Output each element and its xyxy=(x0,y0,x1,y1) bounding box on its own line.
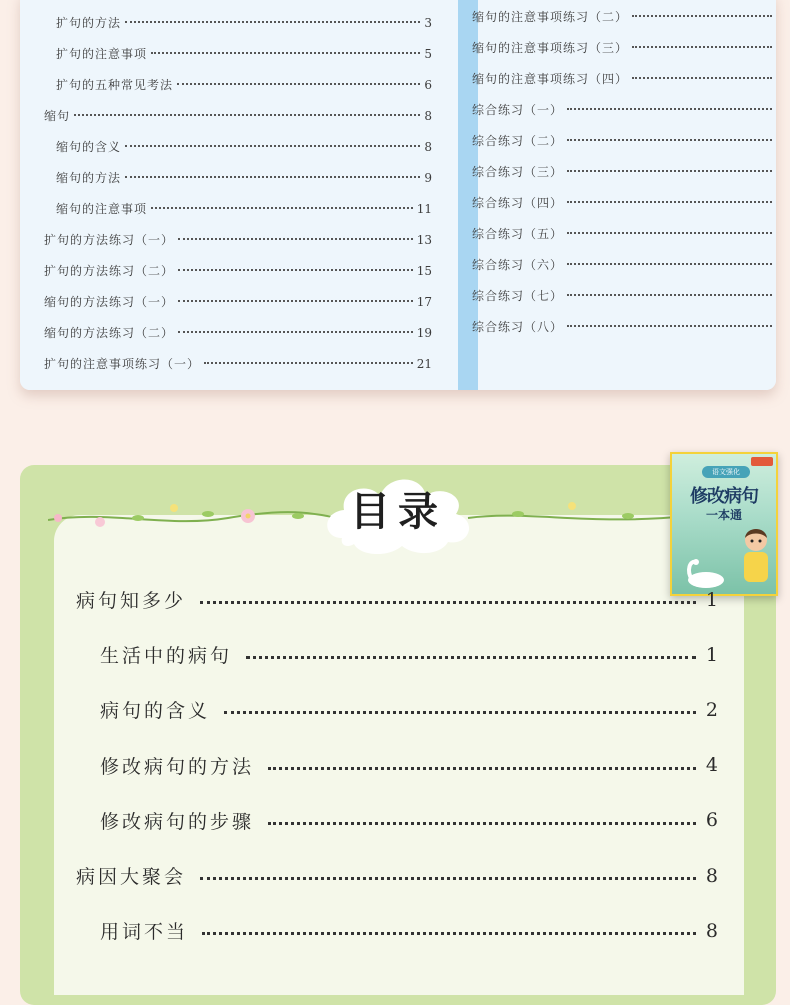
leader-dots xyxy=(567,294,772,296)
leader-dots xyxy=(567,325,772,327)
prev-toc-entry xyxy=(44,262,432,279)
toc-entry-page: 1 xyxy=(705,588,718,611)
prev-toc-entry-label: 综合练习（二） xyxy=(472,134,564,148)
prev-toc-entry-label: 综合练习（四） xyxy=(472,196,564,210)
prev-toc-entry xyxy=(472,163,776,180)
book-title: 修改病句 xyxy=(690,486,758,507)
prev-toc-entry xyxy=(472,39,776,56)
prev-toc-entry-label: 缩句的注意事项练习（二） xyxy=(472,10,629,24)
leader-dots xyxy=(200,601,696,604)
toc-entry-page: 4 xyxy=(705,754,718,777)
toc-entry[interactable] xyxy=(100,917,718,944)
toc-entry-label: 修改病句的步骤 xyxy=(100,810,255,833)
prev-toc-entry-label: 扩句的五种常见考法 xyxy=(56,78,174,92)
prev-toc-entry-page: 8 xyxy=(424,109,432,123)
prev-toc-entry xyxy=(472,318,776,335)
prev-toc-entry-page: 3 xyxy=(424,16,432,30)
toc-entry-label: 病句知多少 xyxy=(76,590,187,612)
toc-entry-page: 1 xyxy=(705,643,718,666)
prev-toc-entry xyxy=(472,101,776,118)
prev-toc-entry-page: 9 xyxy=(424,171,432,185)
leader-dots xyxy=(567,232,772,234)
toc-entry-label: 病句的含义 xyxy=(100,700,211,723)
book-cover xyxy=(670,452,778,596)
prev-toc-entry-label: 综合练习（三） xyxy=(472,165,564,179)
leader-dots xyxy=(74,114,420,116)
leader-dots xyxy=(567,170,772,172)
prev-toc-entry xyxy=(56,169,432,186)
leader-dots xyxy=(125,21,420,23)
prev-toc-entry xyxy=(472,287,776,304)
swan-illustration xyxy=(680,554,730,590)
prev-toc-entry-label: 综合练习（六） xyxy=(472,258,564,272)
prev-toc-entry-label: 综合练习（一） xyxy=(472,103,564,117)
prev-toc-entry-page: 17 xyxy=(416,295,432,309)
toc-entry[interactable] xyxy=(100,752,718,779)
prev-toc-entry xyxy=(472,225,776,242)
prev-toc-entry xyxy=(44,293,432,310)
prev-toc-entry xyxy=(56,76,432,93)
toc-entry-label: 用词不当 xyxy=(100,921,189,944)
leader-dots xyxy=(224,711,696,714)
leader-dots xyxy=(204,362,413,364)
prev-toc-entry-page: 5 xyxy=(424,47,432,61)
prev-toc-entry xyxy=(44,231,432,248)
leader-dots xyxy=(567,108,772,110)
prev-toc-entry xyxy=(472,256,776,273)
toc-entry[interactable] xyxy=(100,696,718,723)
prev-toc-entry-label: 综合练习（五） xyxy=(472,227,564,241)
prev-toc-entry-page: 6 xyxy=(424,78,432,92)
toc-entry-label: 修改病句的方法 xyxy=(100,755,255,778)
prev-toc-entry-page: 21 xyxy=(416,357,432,371)
leader-dots xyxy=(567,139,772,141)
prev-toc-entry xyxy=(472,8,776,25)
prev-toc-entry-page: 19 xyxy=(416,326,432,340)
prev-toc-entry-label: 综合练习（八） xyxy=(472,320,564,334)
leader-dots xyxy=(177,83,420,85)
prev-toc-entry-page: 11 xyxy=(416,202,432,216)
prev-toc-entry xyxy=(472,132,776,149)
prev-toc-entry xyxy=(472,194,776,211)
toc-entry-page: 8 xyxy=(705,919,718,942)
toc-entry-label: 病因大聚会 xyxy=(76,866,187,888)
leader-dots xyxy=(125,145,420,147)
prev-toc-entry-page: 8 xyxy=(424,140,432,154)
leader-dots xyxy=(632,15,772,17)
toc-title: 目录 xyxy=(350,488,446,535)
leader-dots xyxy=(632,46,772,48)
prev-toc-entry-page: 15 xyxy=(416,264,432,278)
leader-dots xyxy=(268,767,696,770)
leader-dots xyxy=(567,263,772,265)
prev-toc-entry xyxy=(44,355,432,372)
toc-entry-label: 生活中的病句 xyxy=(100,645,233,668)
leader-dots xyxy=(632,77,772,79)
prev-toc-entry-label: 扩句的注意事项练习（一） xyxy=(44,357,201,371)
prev-toc-entry-label: 综合练习（七） xyxy=(472,289,564,303)
leader-dots xyxy=(567,201,772,203)
prev-toc-entry-label: 缩句的含义 xyxy=(56,140,122,154)
prev-toc-entry xyxy=(56,138,432,155)
prev-toc-entry xyxy=(44,324,432,341)
prev-toc-entry-label: 缩句的注意事项练习（四） xyxy=(472,72,629,86)
toc-entry[interactable] xyxy=(76,862,718,889)
leader-dots xyxy=(202,932,696,935)
leader-dots xyxy=(178,238,413,240)
leader-dots xyxy=(200,877,696,880)
prev-toc-entry-label: 扩句的方法练习（二） xyxy=(44,264,175,278)
prev-toc-entry xyxy=(44,107,432,124)
leader-dots xyxy=(178,269,413,271)
toc-entry[interactable] xyxy=(100,641,718,668)
prev-toc-entry xyxy=(56,200,432,217)
leader-dots xyxy=(151,207,413,209)
toc-entry[interactable] xyxy=(100,807,718,834)
toc-entry-page: 6 xyxy=(705,809,718,832)
leader-dots xyxy=(178,300,413,302)
prev-toc-entry-label: 缩句的注意事项练习（三） xyxy=(472,41,629,55)
prev-toc-entry-label: 缩句的注意事项 xyxy=(56,202,148,216)
leader-dots xyxy=(246,656,696,659)
toc-entry[interactable] xyxy=(76,586,718,613)
prev-toc-entry-label: 缩句的方法练习（一） xyxy=(44,295,175,309)
toc-entry-page: 8 xyxy=(705,864,718,887)
prev-toc-entry-label: 扩句的方法 xyxy=(56,16,122,30)
prev-toc-entry-label: 缩句的方法 xyxy=(56,171,122,185)
prev-toc-entry-label: 扩句的方法练习（一） xyxy=(44,233,175,247)
book-series-label: 语文强化 xyxy=(702,466,750,478)
prev-toc-entry xyxy=(56,45,432,62)
prev-toc-entry xyxy=(56,14,432,31)
prev-toc-entry-label: 扩句的注意事项 xyxy=(56,47,148,61)
leader-dots xyxy=(268,822,696,825)
prev-toc-entry-label: 缩句 xyxy=(44,109,71,123)
prev-toc-entry-label: 缩句的方法练习（二） xyxy=(44,326,175,340)
prev-toc-entry-page: 13 xyxy=(416,233,432,247)
book-subtitle: 一本通 xyxy=(705,508,742,522)
boy-illustration xyxy=(738,524,774,584)
book-badge xyxy=(751,457,773,466)
leader-dots xyxy=(125,176,420,178)
toc-entry-page: 2 xyxy=(705,698,718,721)
leader-dots xyxy=(178,331,413,333)
prev-toc-entry xyxy=(472,70,776,87)
leader-dots xyxy=(151,52,420,54)
